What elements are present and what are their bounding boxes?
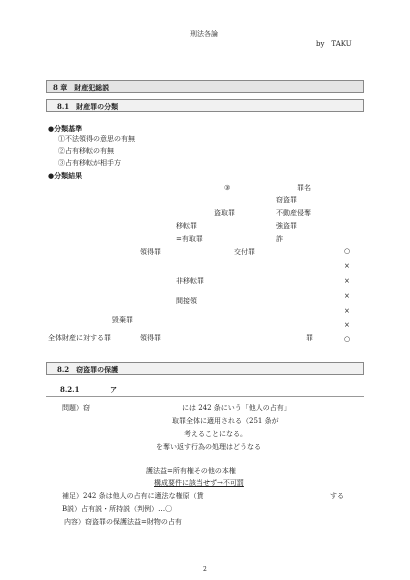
section-title-8-1: 8.1 財産罪の分類 [57, 102, 119, 111]
diagram-label: 盗取罪 [214, 209, 235, 217]
diagram-label: 窃盗罪 [276, 196, 297, 204]
section-heading-8-2 [46, 362, 364, 375]
diagram-label: 間接領 [176, 297, 197, 305]
diagram-label: 移転罪 [176, 222, 197, 230]
classification-basis-heading: ●分類基準 [48, 124, 83, 133]
subsection-label-end: ア [110, 385, 117, 394]
chapter-heading [46, 80, 364, 93]
mark: × [344, 321, 350, 329]
text-line: には 242 条にいう「他人の占有」 [182, 404, 291, 412]
mark: ○ [344, 247, 351, 255]
diagram-label: 詐 [276, 235, 283, 243]
diagram-label: =有取罪 [176, 235, 203, 243]
diagram-label: 強盗罪 [276, 222, 297, 230]
author-label: by TAKU [316, 40, 352, 48]
subsection-rule [46, 396, 364, 397]
text-line: 補足）242 条は他人の占有に適法な権原（賃 [62, 492, 204, 500]
text-line: する [330, 492, 344, 500]
page-number: 2 [203, 566, 207, 573]
text-line: 問題）窃 [62, 404, 90, 412]
text-line: 構成要件に該当せず→不可罰 [154, 479, 244, 487]
diagram-label: 交付罪 [234, 248, 255, 256]
basis-item-3: ③占有移転が相手方 [58, 159, 121, 167]
diagram-label: 全体財産に対する罪 [48, 334, 111, 342]
basis-item-1: ①不法領得の意思の有無 [58, 135, 135, 143]
document-title: 刑法各論 [190, 30, 218, 38]
section-heading-8-1 [46, 99, 364, 112]
classification-result-heading: ●分類結果 [48, 171, 83, 180]
text-line: 内容）窃盗罪の保護法益=財物の占有 [64, 518, 182, 526]
mark: × [344, 292, 350, 300]
text-line: B説）占有説・所持説（判例）…〇 [62, 505, 173, 513]
text-line: 取罪全体に適用される（251 条が [172, 417, 279, 425]
diagram-label: 非移転罪 [176, 277, 204, 285]
diagram-label: 不動産侵奪 [276, 209, 311, 217]
subsection-label: 8.2.1 [60, 385, 80, 394]
diagram-label: 罪 [306, 334, 313, 342]
basis-item-2: ②占有移転の有無 [58, 147, 114, 155]
chapter-title: 8 章 財産犯総説 [53, 83, 110, 92]
text-line: 護法益=所有権その他の本権 [146, 467, 236, 475]
text-line: 考えることになる。 [184, 430, 247, 438]
mark: ○ [344, 335, 351, 343]
section-title-8-2: 8.2 窃盗罪の保護 [57, 365, 119, 374]
diagram-label: 領得罪 [140, 334, 161, 342]
diagram-label: 毀棄罪 [112, 316, 133, 324]
mark: × [344, 262, 350, 270]
diagram-label: 領得罪 [140, 248, 161, 256]
diagram-column-header: 罪名 [297, 184, 311, 192]
mark: × [344, 307, 350, 315]
diagram-column-marker: ③ [224, 184, 231, 192]
text-line: を奪い返す行為の処理はどうなる [156, 443, 261, 451]
mark: × [344, 277, 350, 285]
